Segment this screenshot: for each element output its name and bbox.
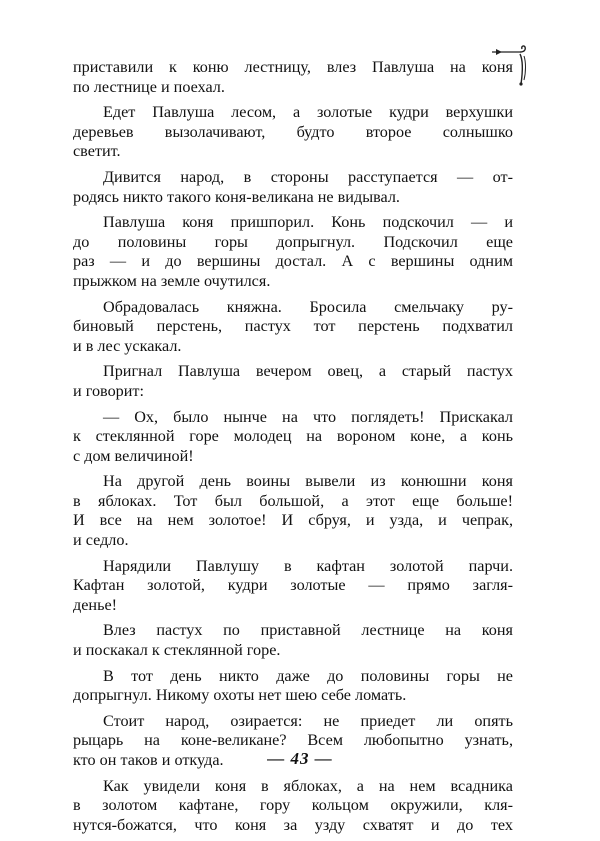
- paragraph: [73, 168, 513, 207]
- text-line: — Ох, было нынче на что поглядеть! Прискакал: [103, 407, 513, 426]
- text-line: Стоит народ, озирается: не приедет ли опять: [103, 711, 513, 730]
- text-line: приставили к коню лестницу, влез Павлуша на коня: [73, 58, 513, 76]
- text-line: деревьев вызолачивают, будто второе солнышко: [73, 122, 513, 141]
- text-line: по лестнице и поехал.: [73, 77, 225, 96]
- text-line: биновый перстень, пастух тот перстень подхватил: [73, 317, 513, 336]
- text-line: Влез пастух по приставной лестнице на коня: [103, 621, 513, 640]
- text-line: светит.: [73, 142, 121, 161]
- text-line: раз — и до вершины достал. А с вершины одним: [73, 252, 513, 271]
- text-line: до половины горы допрыгнул. Подскочил еще: [73, 232, 513, 251]
- paragraph: [73, 213, 513, 291]
- text-line: Павлуша коня пришпорил. Конь подскочил — и: [103, 213, 513, 232]
- text-line: родясь никто такого коня-великана не видывал.: [73, 187, 400, 206]
- text-line: к стеклянной горе молодец на вороном коне, а конь: [73, 427, 513, 446]
- text-line: и говорит:: [73, 381, 144, 400]
- text-line: кто он таков и откуда.: [73, 751, 224, 769]
- paragraph: [73, 621, 513, 660]
- paragraph: [73, 777, 513, 836]
- text-line: и в лес ускакал.: [73, 336, 182, 355]
- text-line: нутся-божатся, что коня за узду схватят и до тех: [73, 815, 513, 834]
- paragraph: [73, 557, 513, 616]
- story-text: [73, 58, 513, 841]
- text-line: Кафтан золотой, кудри золотые — прямо загля-: [73, 576, 513, 595]
- text-line: Едет Павлуша лесом, а золотые кудри верхушки: [103, 103, 513, 122]
- text-line: и поскакал к стеклянной горе.: [73, 641, 281, 660]
- paragraph: [73, 298, 513, 357]
- text-line: в золотом кафтане, гору кольцом окружили, кля-: [73, 796, 513, 815]
- page-number: — 43 —: [267, 749, 333, 768]
- text-line: с дом величиной!: [73, 446, 194, 465]
- paragraph: [73, 667, 513, 706]
- text-line: На другой день воины вывели из конюшни коня: [103, 472, 513, 491]
- text-line: денье!: [73, 595, 118, 614]
- text-line: Обрадовалась княжна. Бросила смельчаку ру-: [103, 297, 513, 316]
- text-line: Нарядили Павлушу в кафтан золотой парчи.: [103, 556, 513, 575]
- text-line: И все на нем золотое! И сбруя, и узда, и чепрак,: [73, 511, 513, 530]
- text-line: допрыгнул. Никому охоты нет шею себе ломать.: [73, 686, 407, 705]
- text-line: В тот день никто даже до половины горы не: [103, 666, 513, 685]
- paragraph: [73, 472, 513, 550]
- paragraph: [73, 58, 513, 97]
- paragraph: [73, 362, 513, 401]
- paragraph: [73, 103, 513, 162]
- text-line: Пригнал Павлуша вечером овец, а старый пастух: [103, 362, 513, 381]
- text-line: Дивится народ, в стороны расступается — от-: [103, 167, 513, 186]
- text-line: прыжком на земле очутился.: [73, 271, 271, 290]
- text-line: рыцарь на коне-великане? Всем любопытно узнать,: [73, 731, 513, 750]
- text-line: Как увидели коня в яблоках, а на нем всадника: [103, 776, 513, 795]
- paragraph: [73, 408, 513, 467]
- text-line: и седло.: [73, 531, 129, 550]
- text-line: в яблоках. Тот был большой, а этот еще больше!: [73, 491, 513, 510]
